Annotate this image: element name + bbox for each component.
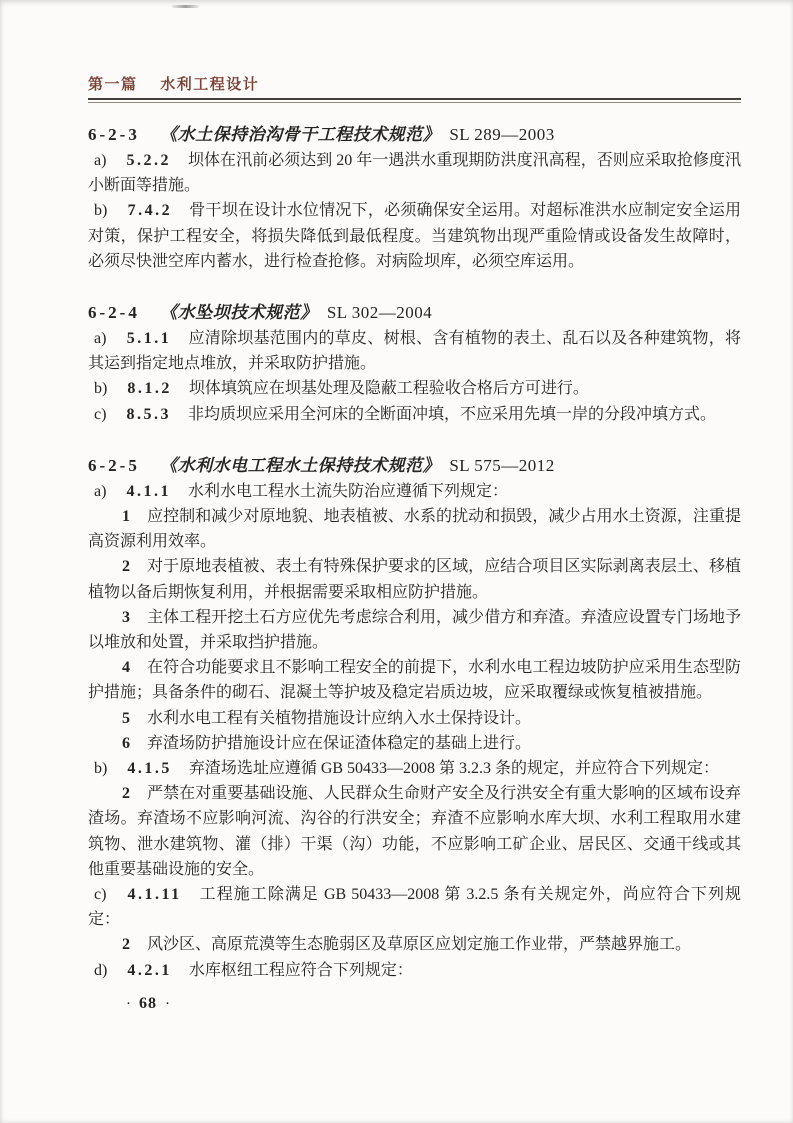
section-standard-code: SL 302—2004 [326, 303, 433, 323]
item-number: 2 [122, 785, 130, 803]
list-item [88, 932, 741, 957]
clause-number: 4.1.11 [127, 886, 182, 904]
clause-text: 非均质坝应采用全河床的全断面冲填，不应采用先填一岸的分段冲填方式。 [187, 405, 716, 423]
section-number: 6-2-3 [88, 125, 140, 144]
section-standard-code: SL 575—2012 [449, 455, 555, 475]
clause-label: b) [94, 202, 108, 220]
clause-number: 4.1.5 [127, 760, 172, 778]
clause-label: d) [94, 961, 108, 979]
clause-label: c) [94, 405, 107, 423]
clause-text: 工程施工除满足 GB 50433—2008 第 3.2.5 条有关规定外，尚应符合下列规定： [88, 886, 742, 929]
clause-paragraph [88, 756, 741, 781]
section-standard-title: 《水坠坝技术规范》 [160, 303, 318, 323]
clause-label: a) [94, 482, 107, 500]
list-item [88, 504, 741, 554]
clause-paragraph [88, 402, 741, 427]
clause-number: 8.1.2 [127, 380, 172, 398]
clause-number: 4.2.1 [127, 961, 172, 979]
item-number: 2 [122, 936, 130, 954]
clause-text: 坝体填筑应在坝基处理及隐蔽工程验收合格后方可进行。 [188, 380, 589, 398]
page-content [88, 122, 741, 983]
section-heading [88, 122, 741, 148]
list-item [88, 731, 741, 756]
page-footer [88, 991, 741, 1017]
running-header [88, 75, 741, 95]
header-rule [88, 98, 741, 103]
clause-label: b) [94, 380, 108, 398]
clause-label: a) [94, 330, 107, 348]
clause-number: 4.1.1 [126, 482, 171, 500]
section-number: 6-2-5 [88, 455, 140, 475]
clause-number: 8.5.3 [126, 405, 171, 423]
item-number: 3 [122, 608, 130, 626]
page-number: 68 [139, 994, 157, 1012]
header-part-label: 第一篇 [88, 76, 138, 93]
item-text: 水利水电工程有关植物措施设计应纳入水土保持设计。 [147, 709, 532, 727]
list-item [88, 706, 741, 731]
list-item [88, 655, 741, 705]
item-number: 2 [122, 558, 130, 576]
list-item [88, 781, 741, 882]
list-item [88, 605, 741, 655]
scan-artifact-dash [172, 5, 199, 8]
section-standard-code: SL 289—2003 [449, 125, 555, 144]
clause-paragraph [88, 148, 741, 198]
section-standard-title: 《水土保持治沟骨干工程技术规范》 [160, 125, 441, 144]
section-heading [88, 300, 741, 326]
clause-label: b) [94, 760, 108, 778]
item-text: 风沙区、高原荒漠等生态脆弱区及草原区应划定施工作业带，严禁越界施工。 [147, 936, 692, 954]
footer-left-dot: · [126, 995, 131, 1012]
clause-text: 水库枢纽工程应符合下列规定： [188, 961, 413, 979]
clause-paragraph [88, 958, 741, 983]
footer-right-dot: · [165, 995, 170, 1012]
item-number: 4 [122, 659, 130, 677]
clause-number: 7.4.2 [127, 202, 173, 220]
section-heading [88, 453, 741, 479]
item-text: 主体工程开挖土石方应优先考虑综合利用，减少借方和弃渣。弃渣应设置专门场地予以堆放和处置，并采取挡护措施。 [88, 608, 741, 652]
clause-paragraph [88, 326, 741, 376]
clause-paragraph [88, 376, 741, 401]
item-text: 在符合功能要求且不影响工程安全的前提下，水利水电工程边坡防护应采用生态型防护措施；具备条件的砌石、混凝土等护坡及稳定岩质边坡，应采取覆绿或恢复植被措施。 [88, 659, 741, 702]
item-number: 1 [122, 508, 130, 526]
item-text: 应控制和减少对原地貌、地表植被、水系的扰动和损毁，减少占用水土资源，注重提高资源利用效率。 [88, 508, 741, 551]
section-number: 6-2-4 [88, 303, 140, 323]
section-6-2-4 [88, 300, 741, 427]
item-number: 5 [122, 709, 130, 727]
section-6-2-5 [88, 453, 741, 983]
clause-paragraph [88, 479, 741, 504]
list-item [88, 554, 741, 604]
item-text: 弃渣场防护措施设计应在保证渣体稳定的基础上进行。 [147, 734, 532, 752]
clause-text: 应清除坝基范围内的草皮、树根、含有植物的表土、乱石以及各种建筑物，将其运到指定地点堆放，并采取防护措施。 [88, 330, 741, 373]
clause-text: 水利水电工程水土流失防治应遵循下列规定： [187, 482, 508, 500]
clause-text: 骨干坝在设计水位情况下，必须确保安全运用。对超标准洪水应制定安全运用对策，保护工程安全，将损失降低到最低程度。当建筑物出现严重险情或设备发生故障时，必须尽快泄空库内蓄水，进行检查抢修。对病险坝库，必须空库运用。 [88, 202, 741, 270]
clause-text: 弃渣场选址应遵循 GB 50433—2008 第 3.2.3 条的规定，并应符合下列规定： [188, 760, 720, 778]
section-6-2-3 [88, 122, 741, 274]
item-text: 对于原地表植被、表土有特殊保护要求的区域，应结合项目区实际剥离表层土、移植植物以备后期恢复利用，并根据需要采取相应防护措施。 [88, 558, 741, 601]
clause-number: 5.1.1 [126, 330, 172, 348]
clause-text: 坝体在汛前必须达到 20 年一遇洪水重现期防洪度汛高程，否则应采取抢修度汛小断面等措施。 [88, 152, 741, 195]
section-standard-title: 《水利水电工程水土保持技术规范》 [160, 455, 441, 475]
clause-label: a) [94, 152, 107, 169]
clause-number: 5.2.2 [126, 152, 171, 169]
item-number: 6 [122, 734, 130, 752]
clause-label: c) [94, 886, 107, 904]
clause-paragraph [88, 882, 741, 932]
item-text: 严禁在对重要基础设施、人民群众生命财产安全及行洪安全有重大影响的区域布设弃渣场。弃渣场不应影响河流、沟谷的行洪安全；弃渣不应影响水库大坝、水利工程取用水建筑物、泄水建筑物、灌（排）干渠（沟）功能，不应影响工矿企业、居民区、交通干线或其他重要基础设施的安全。 [88, 785, 741, 878]
header-part-title: 水利工程设计 [160, 76, 260, 93]
clause-paragraph [88, 198, 741, 274]
